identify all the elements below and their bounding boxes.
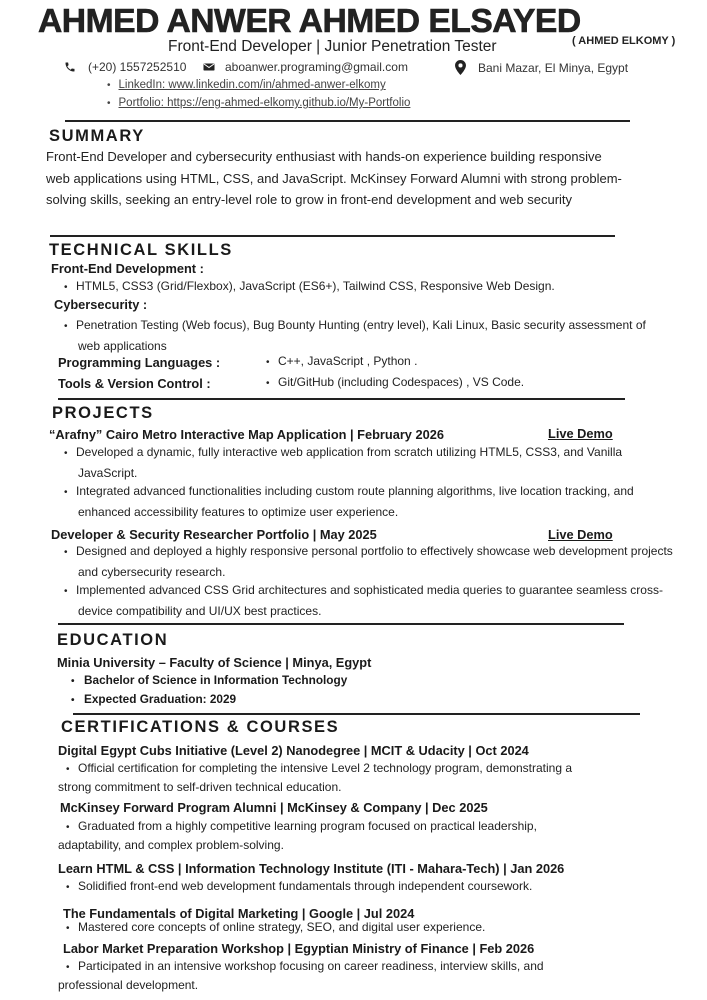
skill-category-languages: Programming Languages : [58,355,221,370]
cert-desc-text: Participated in an intensive workshop focusing on career readiness, interview skills, and [78,959,544,973]
divider [50,235,615,237]
bullet: • [66,764,70,775]
degree-text: Bachelor of Science in Information Technology [84,673,348,687]
bullet-text: Developed a dynamic, fully interactive web application from scratch utilizing HTML5, CSS3, and Vanilla JavaScript. [76,445,623,480]
divider [58,623,624,625]
skill-items-languages [266,352,417,373]
section-heading-certifications: CERTIFICATIONS & COURSES [61,718,340,736]
cert-desc [66,877,532,898]
graduation-text: Expected Graduation: 2029 [84,692,237,706]
project-bullet [64,443,678,483]
skill-text: Penetration Testing (Web focus), Bug Bounty Hunting (entry level), Kali Linux, Basic security assessment of web applications [76,318,646,353]
divider [65,120,630,122]
phone-number: (+20) 1557252510 [88,60,187,74]
education-school: Minia University – Faculty of Science | Minya, Egypt [57,655,372,670]
cert-title: McKinsey Forward Program Alumni | McKinsey & Company | Dec 2025 [60,800,488,815]
bullet: • [266,378,270,389]
contact-phone [64,60,186,74]
cert-desc [66,918,485,939]
location-pin-icon [455,60,466,75]
portfolio-link-row [107,97,410,109]
phone-icon [64,61,76,73]
skill-category-cybersecurity: Cybersecurity : [54,297,148,312]
skill-category-tools: Tools & Version Control : [58,376,211,391]
bullet: • [64,547,68,558]
education-degree [71,673,347,687]
bullet: • [107,79,111,91]
cert-title: Digital Egypt Cubs Initiative (Level 2) Nanodegree | MCIT & Udacity | Oct 2024 [58,743,529,758]
project-bullet [64,581,678,621]
cert-desc-text: Official certification for completing the intensive Level 2 technology program, demonstrating a [78,761,573,775]
mail-icon [203,62,215,72]
section-heading-education: EDUCATION [57,631,169,649]
bullet: • [64,282,68,293]
email-address[interactable]: aboanwer.programing@gmail.com [225,60,408,74]
bullet: • [64,586,68,597]
divider [73,713,640,715]
candidate-name: AHMED ANWER AHMED ELSAYED [38,2,581,39]
contact-location [455,60,628,75]
project-bullet [64,482,678,522]
portfolio-link[interactable]: Portfolio: https://eng-ahmed-elkomy.github.io/My-Portfolio [118,97,411,109]
job-title: Front-End Developer | Junior Penetration Tester [168,38,497,55]
cert-desc [66,759,572,780]
cert-title: The Fundamentals of Digital Marketing | Google | Jul 2024 [63,906,415,921]
cert-desc-cont: adaptability, and complex problem-solving. [58,838,284,852]
bullet: • [66,882,70,893]
skill-items-frontend [64,277,555,298]
project-bullet [64,542,678,582]
live-demo-link[interactable]: Live Demo [548,426,613,441]
bullet: • [71,695,75,706]
location-text: Bani Mazar, El Minya, Egypt [478,60,629,75]
skill-text: C++, JavaScript , Python . [278,354,418,368]
linkedin-link-row [107,79,386,91]
project-title: “Arafny” Cairo Metro Interactive Map Application | February 2026 [49,427,444,442]
cert-desc-cont: strong commitment to self-driven technical education. [58,780,342,794]
bullet-text: Integrated advanced functionalities including custom route planning algorithms, live location tracking, and enhanced accessibility features to optimize user experience. [76,484,634,519]
cert-title: Learn HTML & CSS | Information Technology Institute (ITI - Mahara-Tech) | Jan 2026 [58,861,565,876]
cert-desc [66,957,544,978]
project-title: Developer & Security Researcher Portfolio | May 2025 [51,527,377,542]
section-heading-summary: SUMMARY [49,127,145,145]
cert-desc-text: Graduated from a highly competitive learning program focused on practical leadership, [78,819,537,833]
bullet: • [66,962,70,973]
skill-category-frontend: Front-End Development : [51,261,204,276]
candidate-alias: ( AHMED ELKOMY ) [572,35,676,47]
bullet: • [71,676,75,687]
contact-email[interactable] [203,60,408,74]
education-graduation [71,692,236,706]
skill-text: HTML5, CSS3 (Grid/Flexbox), JavaScript (ES6+), Tailwind CSS, Responsive Web Design. [76,279,555,293]
summary-text: Front-End Developer and cybersecurity enthusiast with hands-on experience building responsive web applications using HTML, CSS, and JavaScript. McKinsey Forward Alumni with strong problem-solving skills, seeking an entry-level role to grow in front-end development and web security [46,149,622,207]
bullet: • [266,357,270,368]
live-demo-link[interactable]: Live Demo [548,527,613,542]
skill-items-cybersecurity [64,316,668,356]
bullet: • [64,487,68,498]
bullet: • [107,97,111,109]
bullet-text: Designed and deployed a highly responsive personal portfolio to effectively showcase web development projects and cybersecurity research. [76,544,673,579]
cert-desc-cont: professional development. [58,978,199,992]
cert-title: Labor Market Preparation Workshop | Egyptian Ministry of Finance | Feb 2026 [63,941,535,956]
divider [58,398,625,400]
bullet: • [64,321,68,332]
cert-desc-text: Mastered core concepts of online strategy, SEO, and digital user experience. [78,920,486,934]
skill-text: Git/GitHub (including Codespaces) , VS Code. [278,375,525,389]
section-heading-skills: TECHNICAL SKILLS [49,241,233,259]
bullet: • [64,448,68,459]
skill-items-tools [266,373,524,394]
cert-desc-text: Solidified front-end web development fundamentals through independent coursework. [78,879,533,893]
cert-desc [66,817,537,838]
bullet: • [66,923,70,934]
bullet-text: Implemented advanced CSS Grid architectures and sophisticated media queries to guarantee seamless cross-device compatibility and UI/UX best practices. [76,583,663,618]
bullet: • [66,822,70,833]
linkedin-link[interactable]: LinkedIn: www.linkedin.com/in/ahmed-anwer-elkomy [118,79,386,91]
section-heading-projects: PROJECTS [52,404,154,422]
